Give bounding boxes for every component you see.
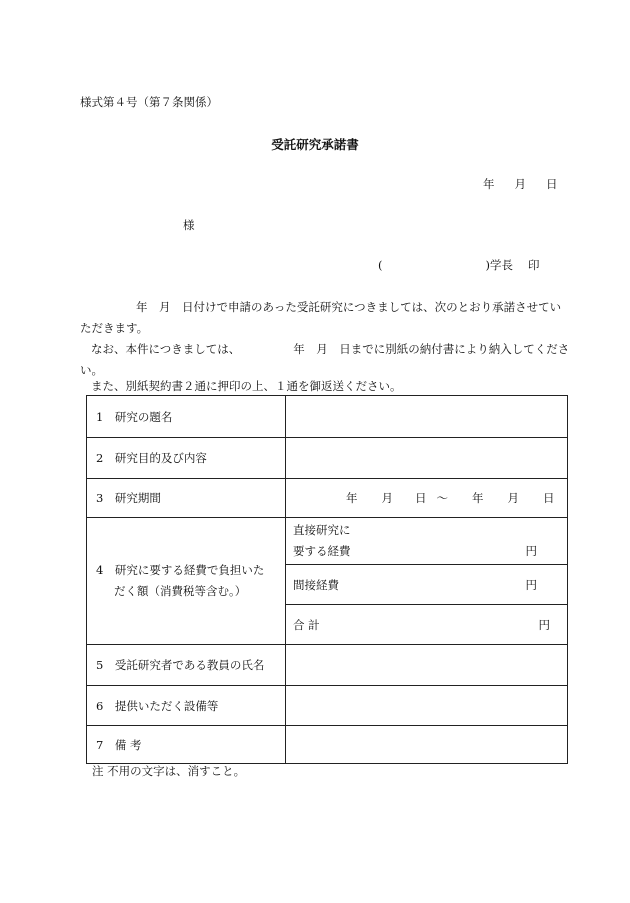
direct-cost-line1: 直接研究に bbox=[293, 523, 351, 537]
period-start-day: 日 bbox=[415, 491, 427, 505]
table-row-title bbox=[87, 396, 568, 438]
paragraph-payment-mid: 年 月 日までに別紙の納付書により納入してくださ bbox=[293, 342, 570, 356]
date-month: 月 bbox=[514, 177, 526, 191]
period-end-day: 日 bbox=[543, 491, 555, 505]
date-line bbox=[483, 179, 558, 191]
issuer-line bbox=[378, 260, 540, 272]
label-research-purpose: 2 研究目的及び内容 bbox=[87, 438, 286, 479]
label-research-title: 1 研究の題名 bbox=[87, 396, 286, 438]
research-details-table bbox=[86, 395, 568, 764]
period-tilde: ～ bbox=[436, 491, 448, 505]
table-row-equipment bbox=[87, 686, 568, 726]
addressee-suffix: 様 bbox=[183, 218, 195, 232]
paragraph-return bbox=[80, 381, 402, 393]
label-remarks: 7 備 考 bbox=[87, 726, 286, 764]
paragraph-payment bbox=[80, 339, 575, 381]
label-research-period: 3 研究期間 bbox=[87, 479, 286, 518]
label-researcher-name: 5 受託研究者である教員の氏名 bbox=[87, 645, 286, 686]
paragraph-payment-tail: い。 bbox=[80, 363, 103, 377]
paragraph-approval-tail: ただきます。 bbox=[80, 321, 149, 335]
table-row-period bbox=[87, 479, 568, 518]
label-research-cost-line2: だく額（消費税等含む。） bbox=[114, 584, 247, 598]
value-research-title[interactable] bbox=[286, 396, 568, 438]
period-start-month: 月 bbox=[381, 491, 393, 505]
form-number: 様式第４号（第７条関係） bbox=[80, 95, 218, 109]
direct-cost-yen: 円 bbox=[525, 544, 537, 558]
issuer-paren-open: ( bbox=[378, 258, 383, 272]
issuer-seal: 印 bbox=[528, 258, 540, 272]
table-row-remarks bbox=[87, 726, 568, 764]
date-year: 年 bbox=[483, 177, 495, 191]
value-remarks[interactable] bbox=[286, 726, 568, 764]
value-equipment[interactable] bbox=[286, 686, 568, 726]
paragraph-payment-lead: なお、本件につきましては、 bbox=[91, 342, 241, 356]
indirect-cost-yen: 円 bbox=[525, 577, 537, 592]
label-research-cost-line1: 4 研究に要する経費で負担いた bbox=[96, 563, 265, 577]
label-research-cost bbox=[87, 518, 286, 645]
issuer-role: 学長 bbox=[490, 258, 513, 272]
table-row-cost-direct bbox=[87, 518, 568, 565]
period-end-year: 年 bbox=[472, 491, 484, 505]
paragraph-approval bbox=[80, 297, 575, 339]
total-cost-yen: 円 bbox=[538, 617, 550, 632]
issuer-paren-close: ) bbox=[485, 258, 490, 272]
footnote: 注 不用の文字は、消すこと。 bbox=[92, 764, 246, 778]
direct-cost-line2: 要する経費 bbox=[293, 544, 351, 558]
value-indirect-cost[interactable] bbox=[286, 565, 568, 605]
document-title: 受託研究承諾書 bbox=[271, 137, 359, 152]
date-day: 日 bbox=[546, 177, 558, 191]
value-research-purpose[interactable] bbox=[286, 438, 568, 479]
paragraph-return-text: また、別紙契約書２通に押印の上、１通を御返送ください。 bbox=[91, 379, 402, 393]
period-end-month: 月 bbox=[507, 491, 519, 505]
value-total-cost[interactable] bbox=[286, 605, 568, 645]
value-researcher-name[interactable] bbox=[286, 645, 568, 686]
value-research-period[interactable] bbox=[286, 479, 568, 518]
table-row-purpose bbox=[87, 438, 568, 479]
value-direct-cost[interactable] bbox=[286, 518, 568, 565]
table-row-researcher bbox=[87, 645, 568, 686]
period-start-year: 年 bbox=[346, 491, 358, 505]
indirect-cost-label: 間接経費 bbox=[293, 577, 339, 592]
label-equipment: 6 提供いただく設備等 bbox=[87, 686, 286, 726]
total-cost-label: 合 計 bbox=[293, 617, 320, 632]
paragraph-approval-lead: 年 月 日付けで申請のあった受託研究につきましては、次のとおり承諾させてい bbox=[136, 300, 562, 314]
